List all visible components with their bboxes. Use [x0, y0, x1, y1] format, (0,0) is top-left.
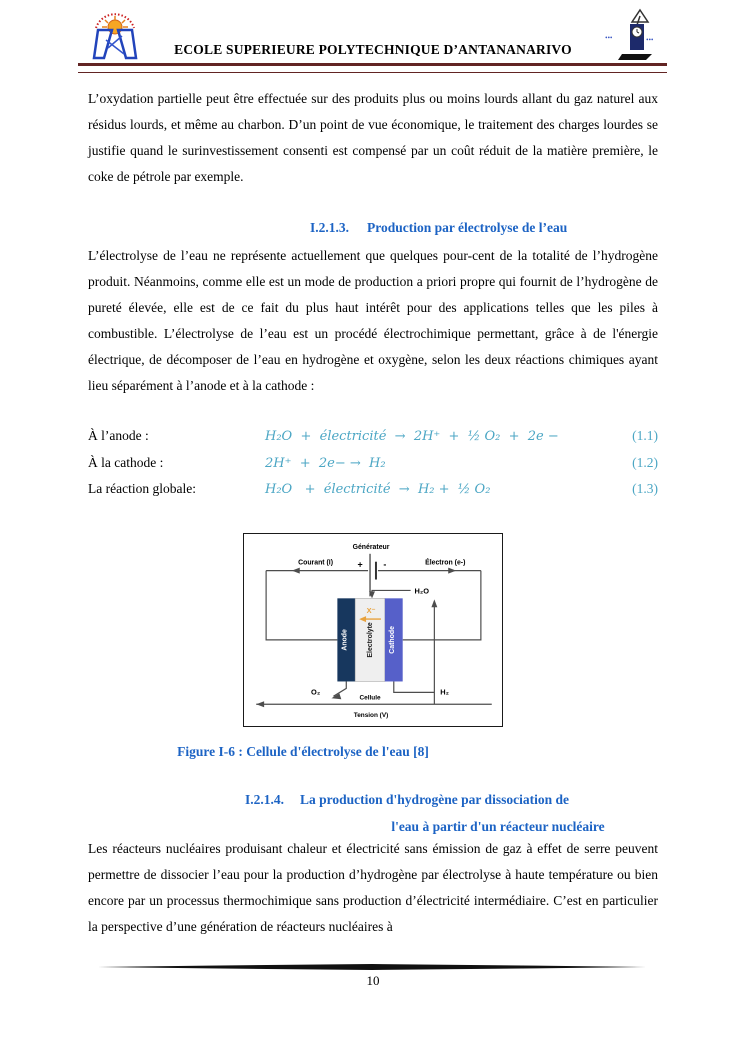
section-number: I.2.1.3.	[310, 220, 350, 235]
equation-formula: H₂O + électricité → H₂ + ½ O₂	[265, 482, 491, 497]
svg-text:•••: •••	[605, 34, 613, 42]
equation-number: (1.2)	[632, 455, 658, 470]
equation-row-globale	[88, 481, 658, 503]
section-title-line1: La production d'hydrogène par dissociation de	[300, 792, 569, 807]
x-ion-label: X⁻	[366, 606, 376, 616]
equation-label: La réaction globale:	[88, 481, 196, 496]
h2o-feed-arrow	[369, 590, 411, 598]
electrolysis-cell-figure	[243, 533, 503, 727]
equation-formula: 2H⁺ + 2e− → H₂	[265, 456, 386, 471]
header-divider	[78, 63, 667, 73]
equation-row-cathode	[88, 455, 658, 477]
footer-divider	[98, 963, 646, 971]
h2o-label: H₂O	[414, 586, 429, 596]
equation-label: À la cathode :	[88, 455, 164, 470]
figure-caption: Figure I-6 : Cellule d'électrolyse de l'eau [8]	[177, 744, 429, 759]
paragraph-oxydation: L’oxydation partielle peut être effectuée sur des produits plus ou moins lourds allant du gaz naturel aux résidus lourds, et même au charbon. D’un point de vue économique, le traitement des charges lourdes se justifie quand le surinvestissement consenti est compensé par un coût réduit de la matière première, le coke de pétrole par exemple.	[88, 91, 658, 184]
electron-label: Électron (e-)	[425, 559, 466, 567]
equation-number: (1.1)	[632, 428, 658, 443]
svg-text:•••: •••	[646, 36, 654, 44]
department-logo	[602, 8, 660, 64]
section-title: Production par électrolyse de l’eau	[367, 220, 568, 235]
section-title-line2: l'eau à partir d'un réacteur nucléaire	[391, 819, 605, 834]
section-heading-i213	[88, 220, 658, 236]
electrolyte-label: Electrolyte	[367, 622, 375, 658]
equation-label: À l’anode :	[88, 428, 149, 443]
paragraph-nucleaire: Les réacteurs nucléaires produisant chaleur et électricité sans émission de gaz à effet de serre peuvent permettre de dissocier l’eau pour la production d’hydrogène par électrolyse à haute température ou bien encore par un processus thermochimique sans production d’électricité intermédiaire. C’est en particulier la perspective d’une génération de réacteurs nucléaires à	[88, 841, 658, 934]
page-number: 10	[366, 973, 380, 988]
equation-number: (1.3)	[632, 481, 658, 496]
h2-label: H₂	[440, 687, 449, 697]
section-heading-i214	[88, 786, 658, 840]
equation-row-anode	[88, 428, 658, 450]
minus-sign: -	[383, 559, 387, 570]
generator-label: Générateur	[352, 543, 390, 551]
anode-label: Anode	[341, 629, 349, 651]
cathode-label: Cathode	[388, 626, 396, 654]
cellule-label: Cellule	[359, 694, 381, 702]
paragraph-electrolyse: L’électrolyse de l’eau ne représente actuellement que quelques pour-cent de la totalité de l’hydrogène produit. Néanmoins, comme elle est un mode de production a priori propre qui fournit de l’hydrogène de pureté élevée, elle est de ce fait du plus haut intérêt pour des applications telles que les piles à combustible. L’électrolyse de l’eau est un procédé électrochimique permettant, grâce à de l'énergie électrique, de décomposer de l’eau en hydrogène et oxygène, selon les deux réactions chimiques ayant lieu séparément à l’anode et à la cathode :	[88, 248, 658, 393]
o2-label: O₂	[311, 687, 321, 697]
courant-label: Courant (I)	[298, 559, 334, 567]
school-name: ECOLE SUPERIEURE POLYTECHNIQUE D’ANTANANARIVO	[174, 42, 572, 57]
plus-sign: +	[357, 559, 363, 570]
equation-formula: H₂O + électricité → 2H⁺ + ½ O₂ + 2e −	[265, 429, 559, 444]
section-number: I.2.1.4.	[245, 792, 285, 807]
tension-label: Tension (V)	[353, 712, 389, 720]
